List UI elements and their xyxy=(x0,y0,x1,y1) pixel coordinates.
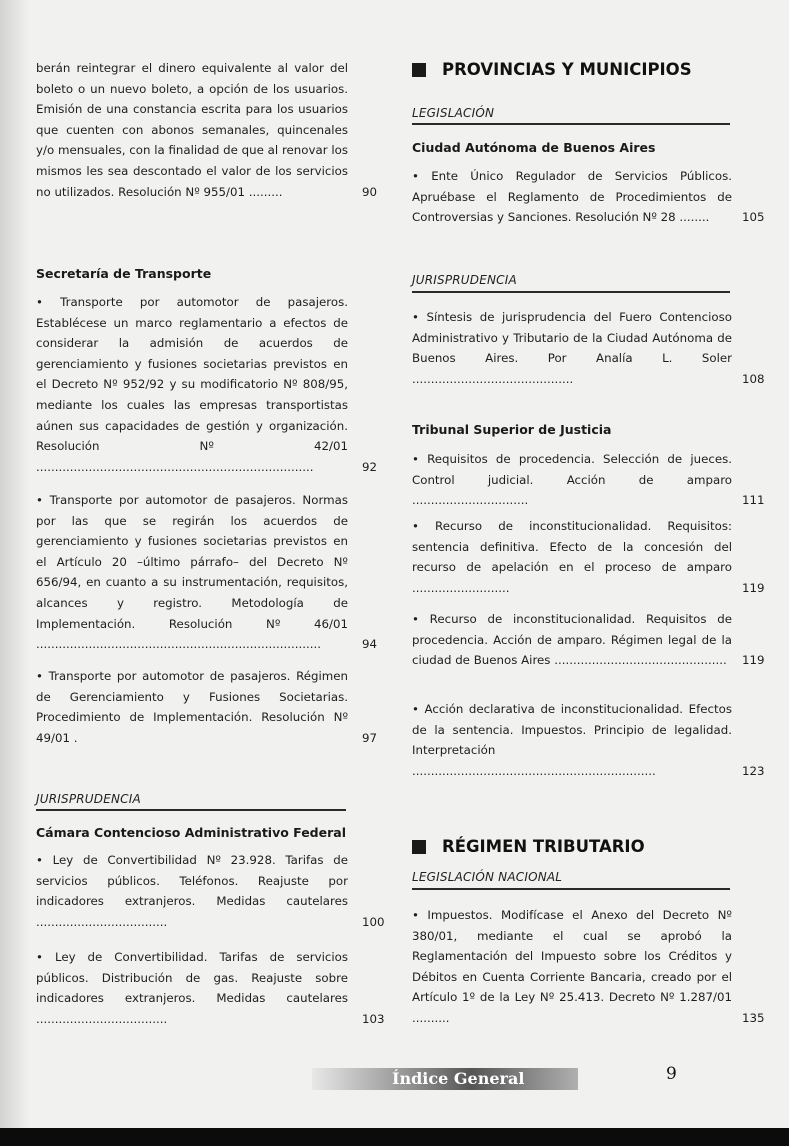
entry-page-number: 111 xyxy=(742,493,765,508)
entry-text: • Recurso de inconstitucionalidad. Requisitos de procedencia. Acción de amparo. Régimen legal de la ciudad de Buenos Aires .............................................. xyxy=(412,612,732,668)
square-bullet-icon xyxy=(412,840,426,854)
section-heading-legislacion: LEGISLACIÓN xyxy=(412,106,495,120)
index-entry xyxy=(36,58,378,202)
section-title-text: RÉGIMEN TRIBUTARIO xyxy=(442,837,645,856)
subheading-caba: Ciudad Autónoma de Buenos Aires xyxy=(412,140,656,155)
footer-title: Índice General xyxy=(392,1069,525,1088)
entry-text: • Transporte por automotor de pasajeros. Normas por las que se regirán los acuerdos de gerenciamiento y fusiones societarias previstos en el Artículo 20 –último párrafo– del Decreto Nº 656/94, en cuanto a su instrumentación, requisitos, alcances y registro. Metodología de Implementación. Resolución Nº 46/01 ............................................................................ xyxy=(36,493,348,652)
entry-text: • Transporte por automotor de pasajeros. Establécese un marco reglamentario a efectos de considerar la admisión de acuerdos de gerenciamiento y fusiones societarias previstos en el Decreto Nº 952/92 y su modificatorio Nº 808/95, mediante los cuales las empresas transportistas aúnen sus capacidades de gestión y organización. Resolución Nº 42/01 .......................................................................... xyxy=(36,295,348,474)
section-divider xyxy=(412,123,730,125)
section-divider xyxy=(412,888,730,890)
index-entry xyxy=(36,490,378,655)
entry-text: • Transporte por automotor de pasajeros. Régimen de Gerenciamiento y Fusiones Societarias. Procedimiento de Implementación. Resolución Nº 49/01 . xyxy=(36,669,348,745)
section-heading-jurisprudencia: JURISPRUDENCIA xyxy=(412,273,517,287)
index-entry xyxy=(412,905,765,1029)
square-bullet-icon xyxy=(412,63,426,77)
entry-page-number: 123 xyxy=(742,763,765,778)
index-entry xyxy=(412,699,765,781)
entry-text: • Acción declarativa de inconstitucionalidad. Efectos de la sentencia. Impuestos. Principio de legalidad. Interpretación ................................................................. xyxy=(412,702,732,778)
entry-page-number: 105 xyxy=(742,210,765,225)
index-entry xyxy=(412,516,765,598)
section-title-regimen-tributario xyxy=(412,837,645,856)
entry-page-number: 119 xyxy=(742,653,765,668)
entry-page-number: 135 xyxy=(742,1010,765,1025)
entry-page-number: 97 xyxy=(362,730,378,745)
entry-text: • Ente Único Regulador de Servicios Públicos. Apruébase el Reglamento de Procedimientos de Controversias y Sanciones. Resolución Nº 28 ........ xyxy=(412,169,732,225)
entry-page-number: 94 xyxy=(362,637,378,652)
index-entry xyxy=(36,850,385,932)
index-entry xyxy=(412,166,765,228)
subheading-tribunal: Tribunal Superior de Justicia xyxy=(412,422,612,437)
scan-edge-bar xyxy=(0,1128,789,1146)
section-heading-jurisprudencia: JURISPRUDENCIA xyxy=(36,792,141,806)
entry-text: • Ley de Convertibilidad. Tarifas de servicios públicos. Distribución de gas. Reajuste sobre indicadores extranjeros. Medidas cautelares ................................... xyxy=(36,950,348,1026)
index-entry xyxy=(412,307,765,389)
index-entry xyxy=(412,609,765,671)
section-heading-legislacion-nacional: LEGISLACIÓN NACIONAL xyxy=(412,870,563,884)
entry-page-number: 119 xyxy=(742,580,765,595)
index-entry xyxy=(36,292,378,477)
entry-text: • Síntesis de jurisprudencia del Fuero Contencioso Administrativo y Tributario de la Ciudad Autónoma de Buenos Aires. Por Analía L. Soler ........................................... xyxy=(412,310,732,386)
section-divider xyxy=(412,291,730,293)
subheading-secretaria-transporte: Secretaría de Transporte xyxy=(36,266,212,281)
entry-text: • Ley de Convertibilidad Nº 23.928. Tarifas de servicios públicos. Teléfonos. Reajuste por indicadores extranjeros. Medidas cautelares ................................... xyxy=(36,853,348,929)
entry-text: berán reintegrar el dinero equivalente al valor del boleto o un nuevo boleto, a opción de los usuarios. Emisión de una constancia escrita para los usuarios que cuenten con abonos semanales, quincenales y/o mensuales, con la finalidad de que al renovar los mismos les sea descontado el valor de los servicios no utilizados. Resolución Nº 955/01 ......... xyxy=(36,61,348,199)
section-divider xyxy=(36,809,346,811)
entry-text: • Recurso de inconstitucionalidad. Requisitos: sentencia definitiva. Efecto de la concesión del recurso de apelación en el proceso de amparo .......................... xyxy=(412,519,732,595)
entry-page-number: 103 xyxy=(362,1011,385,1026)
page-gutter-shadow xyxy=(0,0,30,1146)
entry-text: • Impuestos. Modifícase el Anexo del Decreto Nº 380/01, mediante el cual se aprobó la Reglamentación del Impuesto sobre los Créditos y Débitos en Cuenta Corriente Bancaria, creado por el Artículo 1º de la Ley Nº 25.413. Decreto Nº 1.287/01 .......... xyxy=(412,908,732,1025)
index-entry xyxy=(36,666,378,748)
section-title-text: PROVINCIAS Y MUNICIPIOS xyxy=(442,60,692,79)
entry-page-number: 92 xyxy=(362,459,378,474)
entry-page-number: 108 xyxy=(742,371,765,386)
page-number: 9 xyxy=(666,1064,677,1084)
entry-text: • Requisitos de procedencia. Selección de jueces. Control judicial. Acción de amparo ............................... xyxy=(412,452,732,508)
index-entry xyxy=(412,449,765,511)
entry-page-number: 100 xyxy=(362,914,385,929)
section-title-provincias xyxy=(412,60,692,79)
index-entry xyxy=(36,947,385,1029)
entry-page-number: 90 xyxy=(362,184,378,199)
subheading-camara: Cámara Contencioso Administrativo Federal xyxy=(36,825,346,840)
